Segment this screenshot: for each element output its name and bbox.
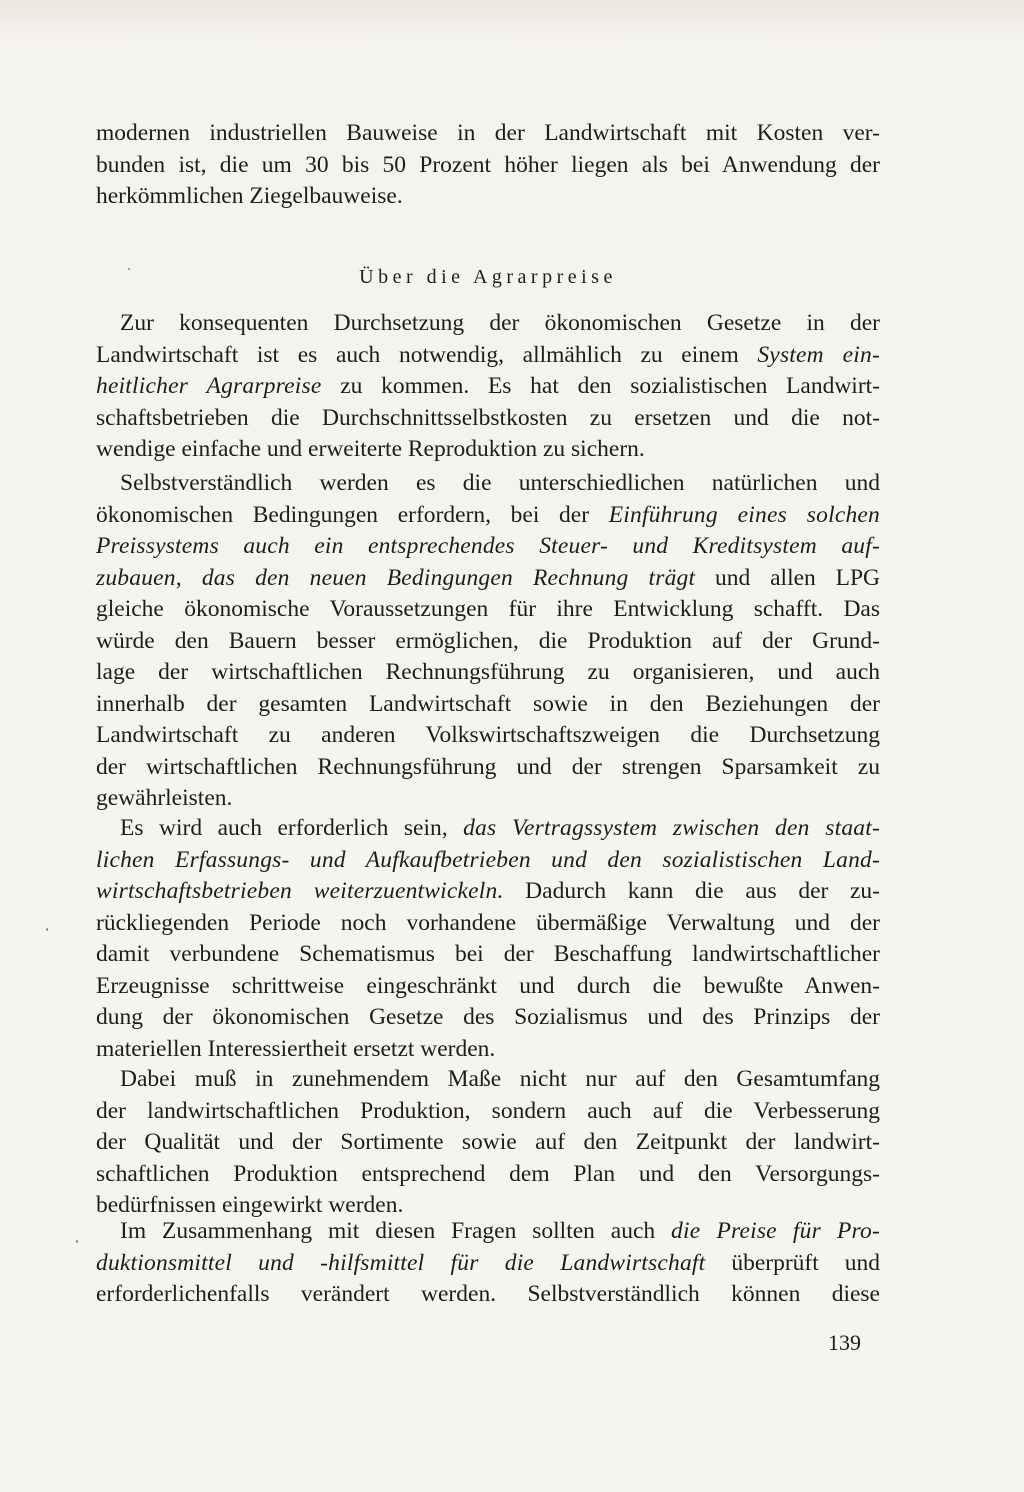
emphasis-run: die Preise für Pro-	[671, 1218, 880, 1244]
text-line: herkömmlichen Ziegelbauweise.	[96, 183, 403, 209]
emphasis-run: Preissystems auch ein entsprechendes Steuer- und Kreditsystem auf-	[96, 533, 880, 559]
text-line: würde den Bauern besser ermöglichen, die Produktion auf der Grund-	[96, 627, 880, 654]
emphasis-run: zubauen, das den neuen Bedingungen Rechnung trägt	[96, 564, 696, 591]
text-line: Selbstverständlich werden es die unterschiedlichen natürlichen und	[120, 470, 880, 496]
text-line	[96, 876, 880, 908]
text-line: damit verbundene Schematismus bei der Beschaffung landwirtschaftlicher	[96, 941, 880, 967]
text-run: Dadurch kann die aus der zu-	[503, 878, 880, 904]
text-line: wendige einfache und erweiterte Reproduktion zu sichern.	[96, 436, 645, 462]
text-line: dung der ökonomischen Gesetze des Sozialismus und des Prinzips der	[96, 1004, 880, 1030]
text-line	[96, 845, 880, 877]
emphasis-run: das Vertragssystem zwischen den staat-	[463, 815, 880, 841]
text-run: überprüft und	[705, 1249, 880, 1276]
paragraph-5	[96, 1216, 880, 1311]
text-line: bedürfnissen eingewirkt werden.	[96, 1192, 404, 1218]
text-line: gewährleisten.	[96, 785, 233, 811]
emphasis-run: duktionsmittel und -hilfsmittel für die Landwirtschaft	[96, 1249, 706, 1276]
paragraph-4	[96, 1064, 880, 1222]
text-line: der landwirtschaftlichen Produktion, sondern auch auf die Verbesserung	[96, 1097, 880, 1124]
text-line: bunden ist, die um 30 bis 50 Prozent höher liegen als bei Anwendung der	[96, 151, 880, 178]
text-line: erforderlichenfalls verändert werden. Selbstverständlich können diese	[96, 1281, 880, 1307]
text-line: schaftlichen Produktion entsprechend dem Plan und den Versorgungs-	[96, 1160, 880, 1187]
scan-speck	[128, 268, 130, 270]
text-line	[96, 1216, 880, 1248]
section-heading: Über die Agrarpreise	[359, 266, 617, 288]
text-line: modernen industriellen Bauweise in der Landwirtschaft mit Kosten ver-	[96, 120, 880, 146]
text-line: der Qualität und der Sortimente sowie auf den Zeitpunkt der landwirt-	[96, 1129, 880, 1155]
text-line: innerhalb der gesamten Landwirtschaft sowie in den Beziehungen der	[96, 690, 880, 717]
text-line	[96, 563, 880, 595]
paragraph-2	[96, 468, 880, 815]
emphasis-run: wirtschaftsbetrieben weiterzuentwickeln.	[96, 878, 504, 904]
text-line	[96, 340, 880, 372]
text-run: und allen LPG	[695, 564, 880, 591]
intro-paragraph	[96, 118, 880, 213]
text-line: gleiche ökonomische Voraussetzungen für ihre Entwicklung schafft. Das	[96, 596, 880, 622]
emphasis-run: System ein-	[757, 341, 880, 368]
text-run: Es wird auch erforderlich sein,	[120, 815, 464, 841]
paragraph-1	[96, 308, 880, 466]
text-line	[96, 531, 880, 563]
emphasis-run: heitlicher Agrarpreise	[96, 373, 322, 399]
text-line	[96, 371, 880, 403]
page-number: 139	[828, 1330, 861, 1355]
text-line: Zur konsequenten Durchsetzung der ökonomischen Gesetze in der	[120, 310, 880, 336]
emphasis-run: Einführung eines solchen	[608, 501, 880, 528]
text-line: der wirtschaftlichen Rechnungsführung und der strengen Sparsamkeit zu	[96, 753, 880, 780]
text-line: rückliegenden Periode noch vorhandene übermäßige Verwaltung und der	[96, 909, 880, 936]
text-line: Dabei muß in zunehmendem Maße nicht nur auf den Gesamtumfang	[120, 1066, 880, 1092]
text-line: Landwirtschaft zu anderen Volkswirtschaftszweigen die Durchsetzung	[96, 722, 880, 748]
text-run: Im Zusammenhang mit diesen Fragen sollten auch	[120, 1218, 672, 1244]
text-run: zu kommen. Es hat den sozialistischen Landwirt-	[321, 373, 881, 399]
text-line: Erzeugnisse schrittweise eingeschränkt und durch die bewußte Anwen-	[96, 972, 880, 999]
text-run: ökonomischen Bedingungen erfordern, bei der	[96, 501, 609, 528]
text-line: materiellen Interessiertheit ersetzt werden.	[96, 1035, 496, 1062]
text-run: Landwirtschaft ist es auch notwendig, allmählich zu einem	[96, 341, 758, 368]
scan-speck	[46, 928, 48, 931]
scan-speck	[76, 1240, 78, 1243]
text-line	[96, 1248, 880, 1280]
text-line: lage der wirtschaftlichen Rechnungsführung zu organisieren, und auch	[96, 659, 880, 685]
text-line: schaftsbetrieben die Durchschnittsselbstkosten zu ersetzen und die not-	[96, 404, 880, 431]
text-line	[96, 500, 880, 532]
paragraph-3	[96, 813, 880, 1065]
emphasis-run: lichen Erfassungs- und Aufkaufbetrieben und den sozialistischen Land-	[96, 846, 880, 873]
text-line	[96, 813, 880, 845]
